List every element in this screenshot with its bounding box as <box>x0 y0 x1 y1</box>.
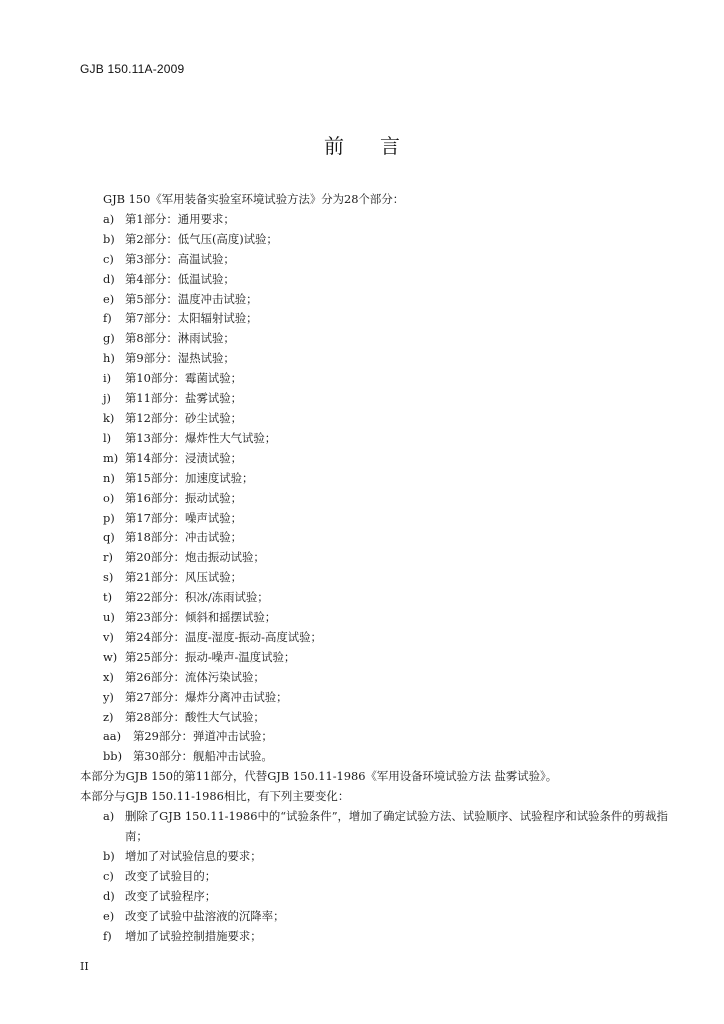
list-item <box>80 290 690 310</box>
list-item-label: d) <box>103 271 115 286</box>
list-item-label: k) <box>103 410 115 425</box>
change-item-text: 增加了对试验信息的要求； <box>125 848 262 863</box>
list-item-text: 第24部分：温度-湿度-振动-高度试验； <box>125 629 322 644</box>
list-item <box>80 628 690 648</box>
list-item-label: b) <box>103 231 115 246</box>
list-item-text: 第16部分：振动试验； <box>125 490 243 505</box>
change-item-text: 增加了试验控制措施要求； <box>125 928 262 943</box>
list-item <box>80 489 690 509</box>
change-item-label: c) <box>103 868 114 883</box>
list-item <box>80 747 690 767</box>
document-body <box>80 190 690 946</box>
list-item-label: bb) <box>103 749 123 764</box>
list-item-label: n) <box>103 470 115 485</box>
change-item-text: 改变了试验中盐溶液的沉降率； <box>125 908 285 923</box>
list-item-text: 第4部分：低温试验； <box>125 271 235 286</box>
list-item <box>80 668 690 688</box>
list-item-text: 第11部分：盐雾试验； <box>125 391 243 406</box>
list-item-text: 第29部分：弹道冲击试验； <box>133 729 273 744</box>
document-code: GJB 150.11A-2009 <box>80 62 185 76</box>
replace-statement: 本部分为GJB 150的第11部分，代替GJB 150.11-1986《军用设备环境试验方法 盐雾试验》。 <box>80 769 558 784</box>
list-item-text: 第10部分：霉菌试验； <box>125 371 243 386</box>
change-item-text: 改变了试验目的； <box>125 868 217 883</box>
list-item-text: 第18部分：冲击试验； <box>125 530 243 545</box>
list-item-text: 第26部分：流体污染试验； <box>125 669 265 684</box>
page-number: II <box>80 960 89 973</box>
change-item <box>80 887 690 907</box>
intro-paragraph: GJB 150《军用装备实验室环境试验方法》分为28个部分： <box>103 192 405 206</box>
list-item-text: 第22部分：积冰/冻雨试验； <box>125 590 269 605</box>
change-item <box>80 927 690 947</box>
list-item-label: s) <box>103 570 114 585</box>
list-item-label: m) <box>103 450 119 465</box>
parts-list <box>80 210 690 767</box>
list-item-text: 第1部分：通用要求； <box>125 211 235 226</box>
list-item-label: h) <box>103 351 115 366</box>
list-item-text: 第27部分：爆炸分离冲击试验； <box>125 689 288 704</box>
list-item-text: 第20部分：炮击振动试验； <box>125 550 265 565</box>
page-title: 前言 <box>324 134 436 158</box>
list-item-label: a) <box>103 211 115 226</box>
list-item <box>80 568 690 588</box>
change-item-text: 改变了试验程序； <box>125 888 217 903</box>
list-item-text: 第8部分：淋雨试验； <box>125 331 235 346</box>
list-item-text: 第28部分：酸性大气试验； <box>125 709 265 724</box>
list-item-label: q) <box>103 530 115 545</box>
list-item <box>80 329 690 349</box>
change-item <box>80 807 690 847</box>
list-item-label: j) <box>103 391 111 406</box>
list-item-label: w) <box>103 649 118 664</box>
list-item <box>80 528 690 548</box>
list-item-text: 第3部分：高温试验； <box>125 251 235 266</box>
list-item <box>80 309 690 329</box>
comparison-statement: 本部分与GJB 150.11-1986相比，有下列主要变化： <box>80 789 350 804</box>
list-item-label: y) <box>103 689 114 704</box>
list-item-label: i) <box>103 371 112 386</box>
list-item-text: 第2部分：低气压(高度)试验； <box>125 231 278 246</box>
list-item-label: x) <box>103 669 114 684</box>
list-item-label: o) <box>103 490 115 505</box>
list-item <box>80 270 690 290</box>
list-item <box>80 688 690 708</box>
list-item-text: 第23部分：倾斜和摇摆试验； <box>125 610 277 625</box>
list-item <box>80 548 690 568</box>
list-item <box>80 369 690 389</box>
list-item <box>80 708 690 728</box>
change-item <box>80 907 690 927</box>
list-item-label: r) <box>103 550 113 565</box>
list-item-label: v) <box>103 629 114 644</box>
list-item <box>80 250 690 270</box>
list-item-label: f) <box>103 311 112 326</box>
list-item-text: 第14部分：浸渍试验； <box>125 450 243 465</box>
list-item-label: z) <box>103 709 114 724</box>
change-item-text: 删除了GJB 150.11-1986中的“试验条件”，增加了确定试验方法、试验顺序、试验程序和试验条件的剪裁指南； <box>125 809 668 843</box>
list-item <box>80 509 690 529</box>
list-item-text: 第17部分：噪声试验； <box>125 510 243 525</box>
change-item <box>80 847 690 867</box>
list-item <box>80 588 690 608</box>
list-item <box>80 449 690 469</box>
list-item-text: 第15部分：加速度试验； <box>125 470 254 485</box>
list-item-label: p) <box>103 510 115 525</box>
list-item <box>80 429 690 449</box>
list-item <box>80 409 690 429</box>
list-item-label: u) <box>103 610 115 625</box>
list-item-text: 第13部分：爆炸性大气试验； <box>125 430 277 445</box>
change-item-label: a) <box>103 809 115 824</box>
list-item <box>80 389 690 409</box>
list-item <box>80 230 690 250</box>
list-item <box>80 727 690 747</box>
change-item-label: e) <box>103 908 115 923</box>
list-item <box>80 608 690 628</box>
list-item-text: 第9部分：湿热试验； <box>125 351 235 366</box>
list-item-text: 第25部分：振动-噪声-温度试验； <box>125 649 296 664</box>
list-item-label: aa) <box>103 729 122 744</box>
change-item-label: d) <box>103 888 115 903</box>
list-item-text: 第21部分：风压试验； <box>125 570 243 585</box>
list-item-label: c) <box>103 251 114 266</box>
list-item-text: 第7部分：太阳辐射试验； <box>125 311 258 326</box>
change-item-label: b) <box>103 848 115 863</box>
list-item-label: t) <box>103 590 113 605</box>
list-item-label: l) <box>103 430 112 445</box>
changes-list <box>80 807 690 946</box>
list-item-text: 第12部分：砂尘试验； <box>125 410 243 425</box>
change-item <box>80 867 690 887</box>
list-item <box>80 210 690 230</box>
list-item-label: e) <box>103 291 115 306</box>
list-item-text: 第5部分：温度冲击试验； <box>125 291 258 306</box>
list-item-text: 第30部分：舰船冲击试验。 <box>133 749 273 764</box>
list-item-label: g) <box>103 331 115 346</box>
list-item <box>80 469 690 489</box>
list-item <box>80 349 690 369</box>
list-item <box>80 648 690 668</box>
change-item-label: f) <box>103 928 112 943</box>
